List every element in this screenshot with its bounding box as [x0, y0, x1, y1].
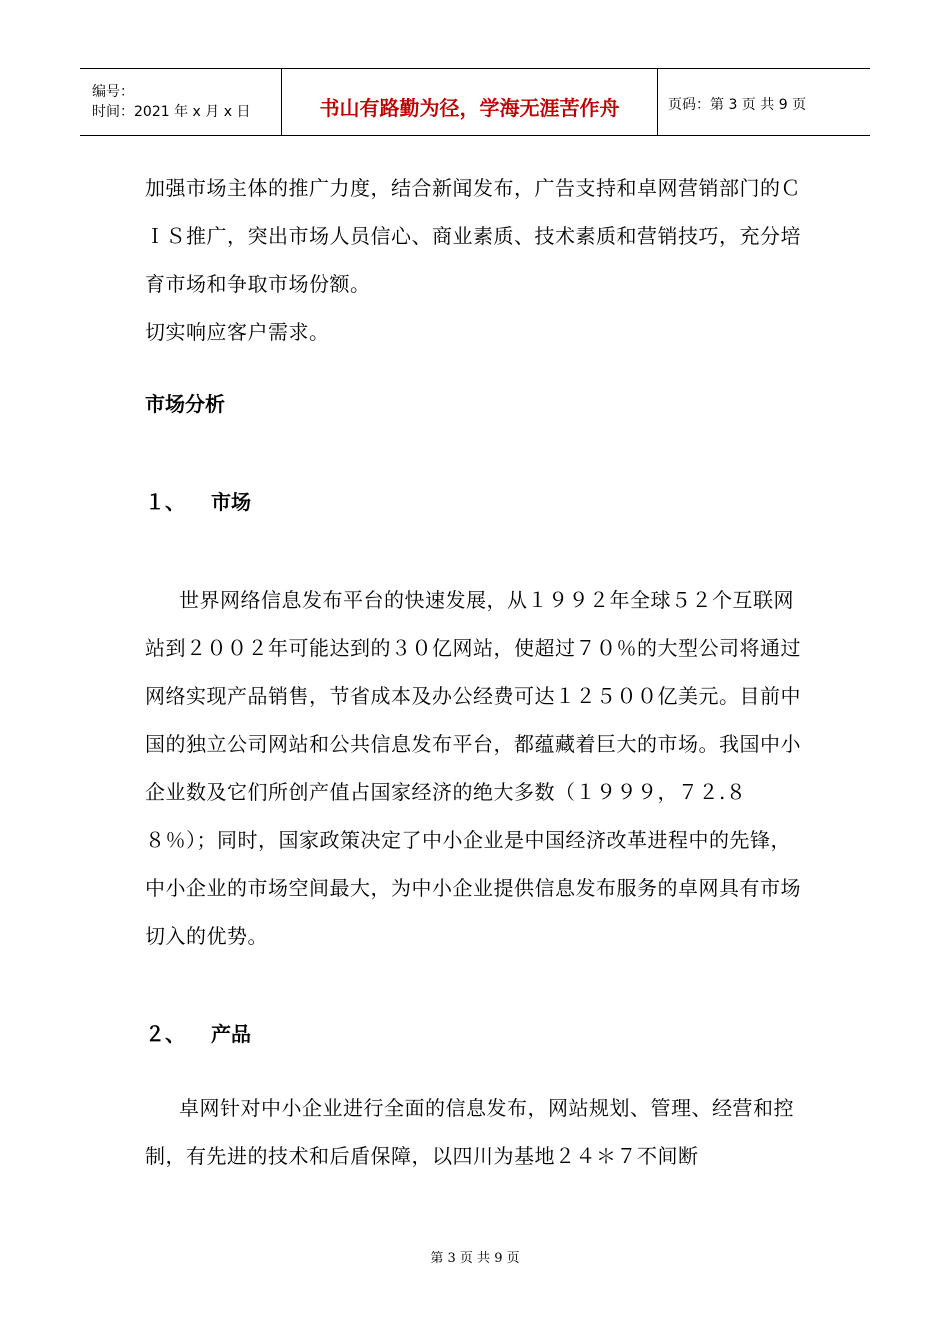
paragraph: 世界网络信息发布平台的快速发展，从１９９２年全球５２个互联网站到２００２年可能达到的３０亿网站，使超过７０％的大型公司将通过网络实现产品销售，节省成本及办公经费可达１２５００亿美元。目前中国的独立公司网站和公共信息发布平台，都蕴藏着巨大的市场。我国中小企业数及它们所创产值占国家经济的绝大多数（１９９９，７２.８８％）；同时，国家政策决定了中小企业是中国经济改革进程中的先锋，中小企业的市场空间最大，为中小企业提供信息发布服务的卓网具有市场切入的优势。 — [145, 588, 801, 948]
heading-title: 市场 — [211, 490, 251, 514]
heading-number: ２、 — [145, 1022, 185, 1046]
page-footer: 第 3 页 共 9 页 — [430, 1251, 520, 1266]
heading-number: １、 — [145, 490, 185, 514]
document-date-label: 时间：2021 年 x 月 x 日 — [92, 104, 251, 120]
header-motto: 书山有路勤为径，学海无涯苦作舟 — [319, 95, 620, 120]
header-meta-cell — [80, 69, 282, 135]
header-page-info: 页码：第 3 页 共 9 页 — [668, 97, 807, 113]
paragraph: 加强市场主体的推广力度，结合新闻发布，广告支持和卓网营销部门的ＣＩＳ推广，突出市场人员信心、商业素质、技术素质和营销技巧，充分培育市场和争取市场份额。 — [145, 176, 801, 296]
document-body — [145, 164, 810, 1180]
subsection-heading-product — [145, 1010, 810, 1058]
page-header — [80, 68, 870, 136]
subsection-heading-market — [145, 478, 810, 526]
header-page-cell — [658, 69, 870, 135]
section-title: 市场分析 — [145, 392, 225, 416]
paragraph: 切实响应客户需求。 — [145, 320, 330, 344]
heading-title: 产品 — [211, 1022, 251, 1046]
header-motto-cell — [282, 69, 658, 135]
document-number-label: 编号： — [92, 84, 134, 100]
paragraph: 卓网针对中小企业进行全面的信息发布，网站规划、管理、经营和控制，有先进的技术和后盾保障，以四川为基地２４＊７不间断 — [145, 1096, 794, 1168]
